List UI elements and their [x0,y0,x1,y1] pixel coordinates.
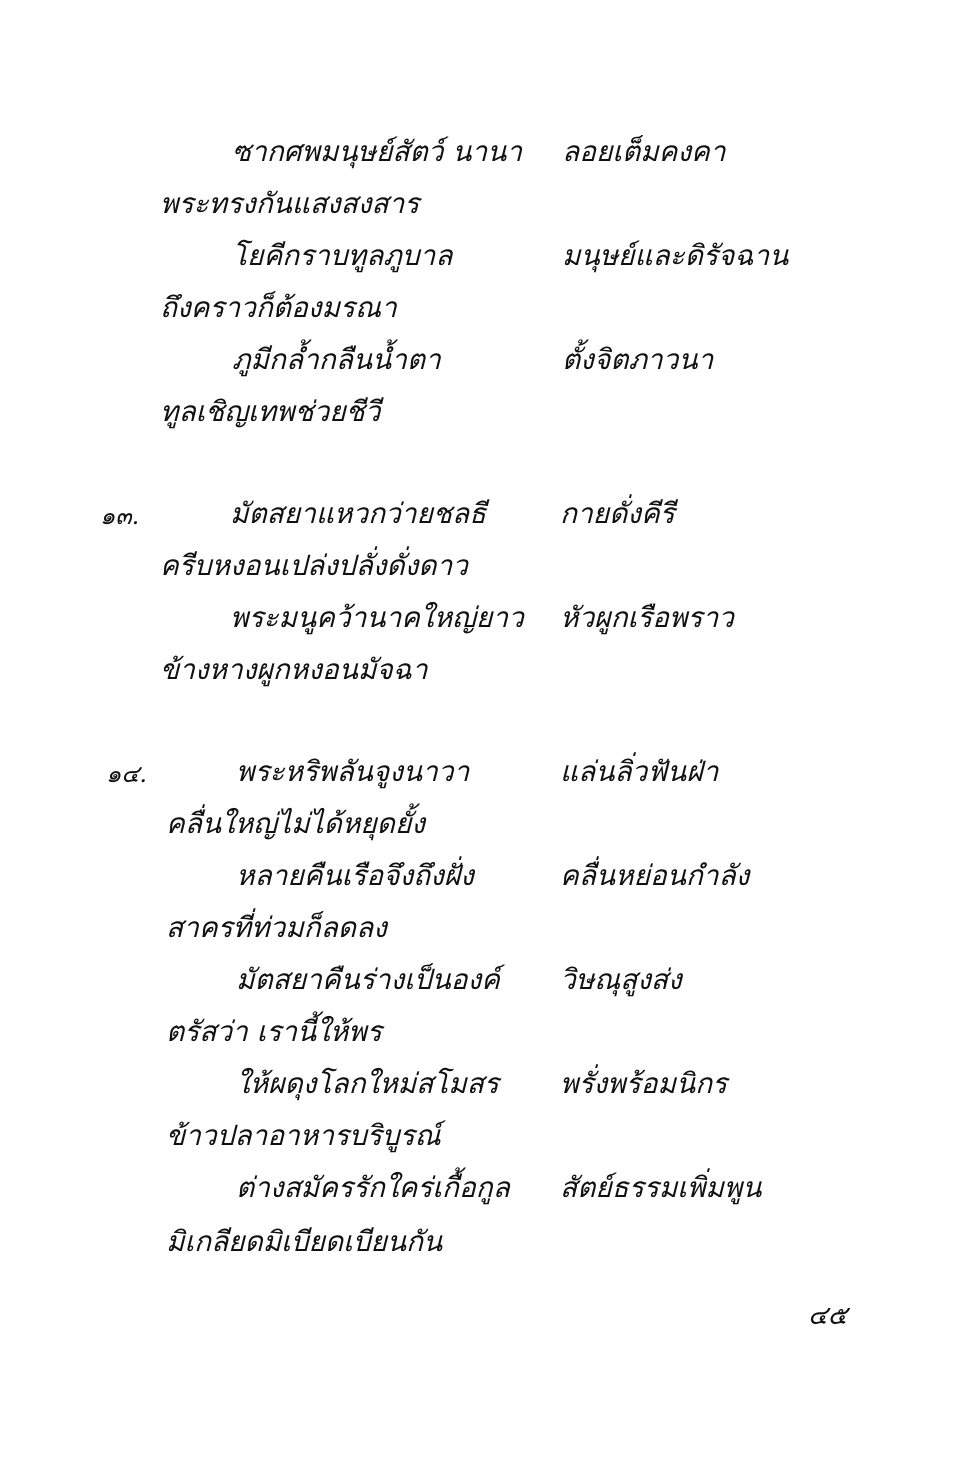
verse-line: หลายคืนเรือจึงถึงฝั่ง [236,859,474,892]
verse-line: ต่างสมัครรักใคร่เกื้อกูล [236,1171,510,1204]
verse-line: มัตสยาแหวกว่ายชลธี [230,497,487,530]
verse-line: พระหริพลันจูงนาวา [236,755,470,788]
verse-line: มัตสยาคืนร่างเป็นองค์ [236,963,500,996]
verse-number: ๑๓. [100,502,140,530]
verse-line: มิเกลียดมิเบียดเบียนกัน [166,1225,443,1258]
verse-line: สาครที่ท่วมก็ลดลง [166,911,387,944]
verse-line: โยคีกราบทูลภูบาล [232,239,453,272]
verse-line: สัตย์ธรรมเพิ่มพูน [560,1171,762,1204]
verse-line: มนุษย์และดิรัจฉาน [562,239,789,272]
verse-line: ข้างหางผูกหงอนมัจฉา [160,653,428,686]
verse-line: คลื่นใหญ่ไม่ได้หยุดยั้ง [166,807,425,840]
verse-line: กายดั่งคีรี [560,497,675,530]
verse-line: ตั้งจิตภาวนา [562,343,714,376]
verse-line: ซากศพมนุษย์สัตว์ นานา [232,135,522,168]
verse-line: ครีบหงอนเปล่งปลั่งดั่งดาว [160,549,468,582]
verse-line: พระมนูคว้านาคใหญ่ยาว [230,601,524,634]
verse-line: ให้ผดุงโลกใหม่สโมสร [236,1067,499,1100]
verse-line: ถึงคราวก็ต้องมรณา [160,291,397,324]
verse-line: ลอยเต็มคงคา [562,135,726,168]
verse-line: ทูลเชิญเทพช่วยชีวี [160,395,381,428]
page-number: ๔๕ [808,1301,848,1331]
verse-line: แล่นลิ่วฟันฝ่า [560,755,719,788]
verse-line: ข้าวปลาอาหารบริบูรณ์ [166,1119,441,1152]
verse-line: พรั่งพร้อมนิกร [560,1067,728,1100]
verse-line: พระทรงกันแสงสงสาร [160,187,420,220]
verse-line: ตรัสว่า เรานี้ให้พร [166,1015,382,1048]
verse-line: หัวผูกเรือพราว [560,601,734,634]
verse-number: ๑๔. [106,760,148,788]
verse-line: ภูมีกล้ำกลืนน้ำตา [232,343,441,376]
verse-line: วิษณุสูงส่ง [560,963,682,996]
verse-line: คลื่นหย่อนกำลัง [560,859,750,892]
